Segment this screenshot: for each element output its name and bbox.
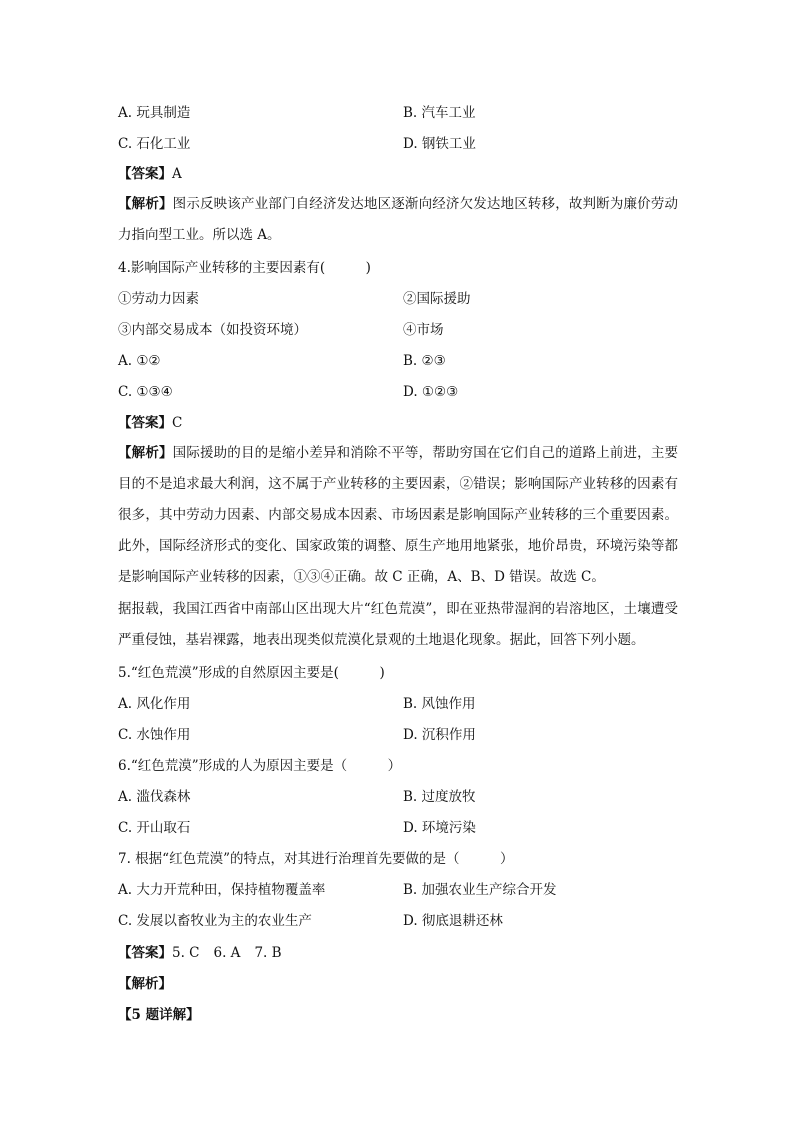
answer-5: 5. C xyxy=(172,945,200,961)
answer-6: 6. A xyxy=(213,945,241,961)
analysis-text: 国际援助的目的是缩小差异和消除不平等，帮助穷国在它们自己的道路上前进，主要目的不是追求最大利润，这不属于产业转移的主要因素，②错误；影响国际产业转移的因素有很多，其中劳动力因素、内部交易成本因素、市场因素是影响国际产业转移的三个重要因素。此外，国际经济形式的变化、国家政策的调整、原生产地用地紧张，地价昂贵，环境污染等都是影响国际产业转移的因素，①③④正确。故 C 正确，A、B、D 错误。故选 C。 xyxy=(118,445,679,585)
answer-line xyxy=(118,162,678,186)
answer-label: 【答案】 xyxy=(118,166,172,182)
option-d: D. 钢铁工业 xyxy=(403,136,476,152)
item-1: ①劳动力因素 xyxy=(118,291,199,307)
item-row xyxy=(118,287,678,311)
option-row xyxy=(118,723,678,747)
analysis-paragraph xyxy=(118,438,678,593)
question-stem xyxy=(118,256,678,280)
option-a: A. 大力开荒种田，保持植物覆盖率 xyxy=(118,882,326,898)
answer-value: C xyxy=(172,415,183,431)
option-row xyxy=(118,380,678,404)
detail-label: 【5 题详解】 xyxy=(118,1007,200,1023)
option-d: D. 环境污染 xyxy=(403,820,476,836)
option-c: C. ①③④ xyxy=(118,384,173,400)
analysis-heading xyxy=(118,972,678,996)
option-c: C. 发展以畜牧业为主的农业生产 xyxy=(118,913,312,929)
option-d: D. ①②③ xyxy=(403,384,459,400)
question-stem xyxy=(118,754,678,778)
option-a: A. 风化作用 xyxy=(118,696,191,712)
analysis-paragraph xyxy=(118,189,678,251)
analysis-text: 图示反映该产业部门自经济发达地区逐渐向经济欠发达地区转移，故判断为廉价劳动力指向型工业。所以选 A。 xyxy=(118,196,679,243)
option-row xyxy=(118,816,678,840)
option-row xyxy=(118,132,678,156)
option-c: C. 石化工业 xyxy=(118,136,191,152)
detail-heading xyxy=(118,1003,678,1027)
option-c: C. 水蚀作用 xyxy=(118,727,191,743)
option-row xyxy=(118,909,678,933)
question-7-stem: 7. 根据“红色荒漠”的特点，对其进行治理首先要做的是（ ） xyxy=(118,851,514,867)
analysis-label: 【解析】 xyxy=(118,196,173,212)
answer-value: A xyxy=(172,166,182,182)
option-b: B. 加强农业生产综合开发 xyxy=(403,882,557,898)
option-a: A. ①② xyxy=(118,353,161,369)
passage-text: 据报载，我国江西省中南部山区出现大片“红色荒漠”，即在亚热带湿润的岩溶地区，土壤遭受严重侵蚀，基岩裸露，地表出现类似荒漠化景观的土地退化现象。据此，回答下列小题。 xyxy=(118,601,678,648)
answer-line xyxy=(118,941,678,965)
answer-7: 7. B xyxy=(254,945,282,961)
option-d: D. 沉积作用 xyxy=(403,727,476,743)
option-b: B. 汽车工业 xyxy=(403,105,476,121)
answer-label: 【答案】 xyxy=(118,415,172,431)
option-a: A. 玩具制造 xyxy=(118,105,191,121)
option-a: A. 滥伐森林 xyxy=(118,789,191,805)
item-row xyxy=(118,318,678,342)
analysis-label: 【解析】 xyxy=(118,445,173,461)
option-c: C. 开山取石 xyxy=(118,820,191,836)
item-3: ③内部交易成本（如投资环境） xyxy=(118,322,307,338)
item-4: ④市场 xyxy=(403,322,444,338)
option-row xyxy=(118,101,678,125)
answer-label: 【答案】 xyxy=(118,945,172,961)
option-d: D. 彻底退耕还林 xyxy=(403,913,503,929)
question-4-stem: 4.影响国际产业转移的主要因素有( ) xyxy=(118,260,371,276)
option-b: B. 过度放牧 xyxy=(403,789,476,805)
option-row xyxy=(118,878,678,902)
reading-passage xyxy=(118,594,678,656)
option-row xyxy=(118,349,678,373)
question-5-stem: 5.“红色荒漠”形成的自然原因主要是( ) xyxy=(118,665,385,681)
question-stem xyxy=(118,661,678,685)
question-stem xyxy=(118,847,678,871)
question-6-stem: 6.“红色荒漠”形成的人为原因主要是（ ） xyxy=(118,758,402,774)
option-row xyxy=(118,785,678,809)
option-b: B. ②③ xyxy=(403,353,446,369)
item-2: ②国际援助 xyxy=(403,291,471,307)
answer-line xyxy=(118,411,678,435)
option-b: B. 风蚀作用 xyxy=(403,696,476,712)
analysis-label: 【解析】 xyxy=(118,976,172,992)
option-row xyxy=(118,692,678,716)
